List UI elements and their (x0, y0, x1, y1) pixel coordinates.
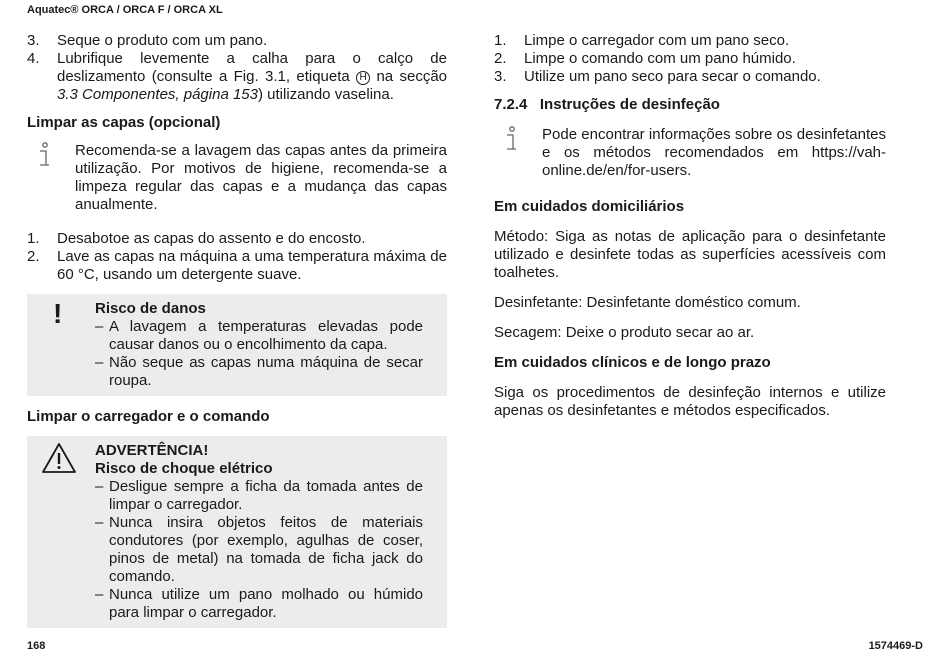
method-text: Método: Siga as notas de aplicação para o desinfetante utilizado e desinfete todas as superfícies acessíveis com toalhetes. (494, 228, 886, 281)
step-number: 1. (27, 230, 40, 247)
damage-item: A lavagem a temperaturas elevadas pode causar danos ou o encolhimento da capa. (109, 318, 423, 353)
disinfection-info-block (494, 126, 886, 180)
clinical-text: Siga os procedimentos de desinfeção internos e utilize apenas os desinfetantes e métodos especificados. (494, 384, 886, 419)
step-text: Utilize um pano seco para secar o comando. (524, 68, 821, 85)
drying-text: Secagem: Deixe o produto secar ao ar. (494, 324, 755, 341)
page-number: 168 (27, 640, 46, 652)
warning-item: Nunca insira objetos feitos de materiais condutores (por exemplo, agulhas de coser, pinos de metal) na tomada de ficha jack do comando. (109, 514, 423, 585)
list-item (27, 32, 447, 50)
section-heading (494, 96, 886, 114)
step-number: 1. (494, 32, 507, 49)
info-icon (494, 126, 542, 180)
step-text-part: Lubrifique levemente a calha para o calço de deslizamento (consulte a Fig. 3.1, etiqueta (57, 50, 447, 85)
step-number: 3. (27, 32, 40, 49)
list-item: – Desligue sempre a ficha da tomada antes de limpar o carregador. (95, 478, 423, 513)
covers-info-block (27, 142, 447, 214)
document-id: 1574469-D (868, 640, 923, 652)
warning-triangle-icon (41, 442, 95, 622)
warning-subtitle: Risco de choque elétrico (95, 460, 273, 477)
step-number: 4. (27, 50, 40, 67)
right-column (494, 32, 886, 420)
warning-item: Nunca utilize um pano molhado ou húmido para limpar o carregador. (109, 586, 423, 621)
home-care-heading: Em cuidados domiciliários (494, 198, 685, 215)
page-header: Aquatec® ORCA / ORCA F / ORCA XL (27, 4, 223, 16)
step-text: Limpe o carregador com um pano seco. (524, 32, 790, 49)
exclamation-icon: ! (53, 298, 63, 329)
list-item: – A lavagem a temperaturas elevadas pode causar danos ou o encolhimento da capa. (95, 318, 423, 353)
step-number: 3. (494, 68, 507, 85)
step-text: Seque o produto com um pano. (57, 32, 268, 49)
steps-top-list (27, 32, 447, 104)
step-text: Limpe o comando com um pano húmido. (524, 50, 796, 67)
covers-steps-list (27, 230, 447, 284)
warning-box (27, 436, 447, 628)
section-reference-link[interactable]: 3.3 Componentes, página 153 (57, 86, 258, 103)
step-text: Desabotoe as capas do assento e do encosto. (57, 230, 366, 247)
damage-item: Não seque as capas numa máquina de secar roupa. (109, 354, 423, 389)
info-icon (27, 142, 75, 214)
step-text-part: na secção (370, 68, 448, 85)
disinfectant-text: Desinfetante: Desinfetante doméstico comum. (494, 294, 801, 311)
damage-title: Risco de danos (95, 300, 206, 317)
list-item: – Não seque as capas numa máquina de secar roupa. (95, 354, 423, 389)
clinical-care-heading: Em cuidados clínicos e de longo prazo (494, 354, 771, 371)
warning-item: Desligue sempre a ficha da tomada antes de limpar o carregador. (109, 478, 423, 513)
damage-caution-box (27, 294, 447, 396)
covers-heading: Limpar as capas (opcional) (27, 114, 221, 131)
list-item (494, 68, 886, 86)
section-title: Instruções de desinfeção (539, 96, 720, 113)
step-text: Lave as capas na máquina a uma temperatura máxima de 60 °C, usando um detergente suave. (57, 248, 447, 283)
list-item (27, 50, 447, 104)
label-h-circle: H (356, 71, 370, 85)
list-item: – Nunca utilize um pano molhado ou húmido para limpar o carregador. (95, 586, 423, 621)
warning-title: ADVERTÊNCIA! (95, 442, 209, 459)
list-item (494, 50, 886, 68)
disinfection-info-text: Pode encontrar informações sobre os desinfetantes e os métodos recomendados em https://vah-online.de/en/for-users. (542, 126, 886, 179)
left-column (27, 32, 447, 628)
covers-info-text: Recomenda-se a lavagem das capas antes da primeira utilização. Por motivos de higiene, recomenda-se a limpeza regular das capas e a mudança das capas anualmente. (75, 142, 447, 213)
list-item: – Nunca insira objetos feitos de materiais condutores (por exemplo, agulhas de coser, pinos de metal) na tomada de ficha jack do comando. (95, 514, 423, 585)
charger-steps-list (494, 32, 886, 86)
list-item (494, 32, 886, 50)
list-item (27, 248, 447, 284)
list-item (27, 230, 447, 248)
step-number: 2. (494, 50, 507, 67)
step-number: 2. (27, 248, 40, 265)
charger-heading: Limpar o carregador e o comando (27, 408, 270, 425)
step-text (57, 50, 447, 104)
section-number: 7.2.4 (494, 96, 528, 113)
step-text-part: ) utilizando vaselina. (257, 86, 394, 103)
